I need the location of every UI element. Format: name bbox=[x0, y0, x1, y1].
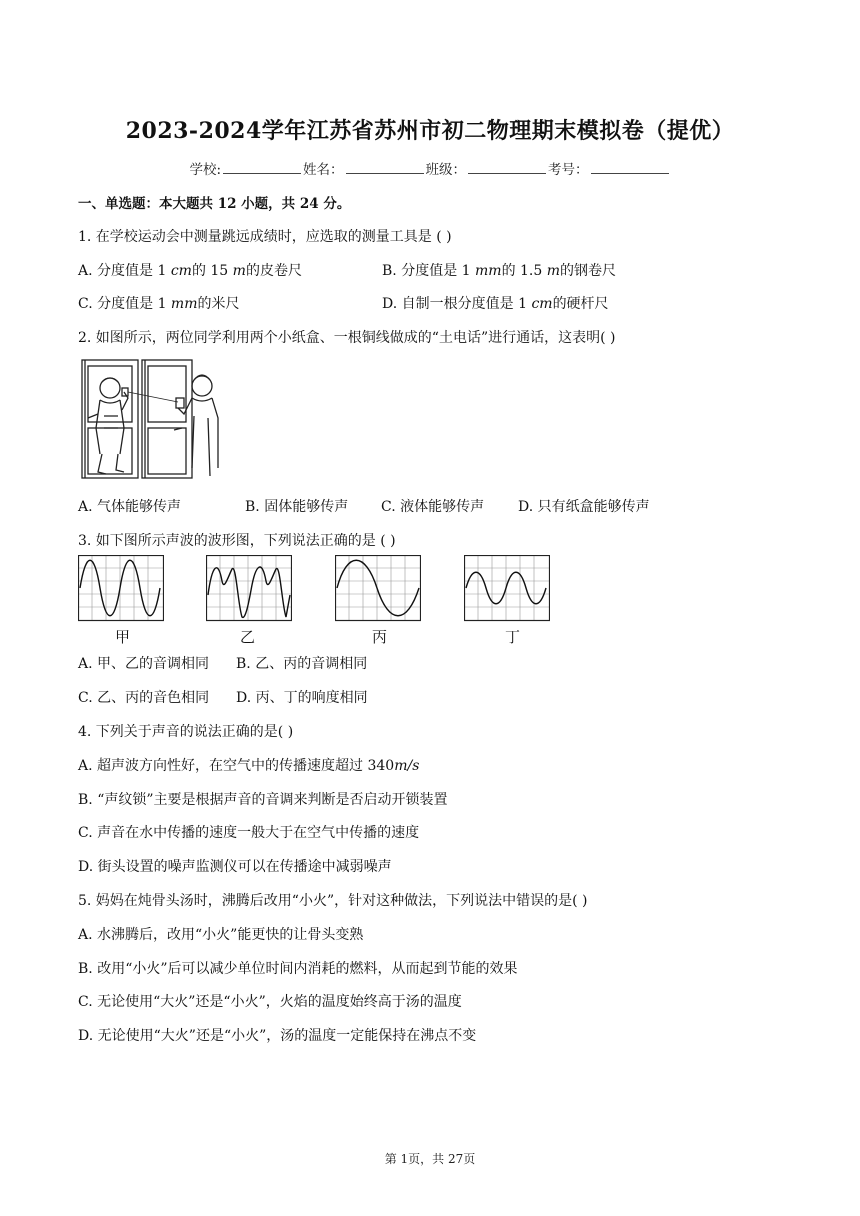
q1-option-b: B. 分度值是 1 mm的 1.5 m的钢卷尺 bbox=[382, 263, 617, 279]
name-blank[interactable] bbox=[346, 161, 424, 174]
waveform-label-yi: 乙 bbox=[240, 628, 256, 646]
q3-stem: 3. 如下图所示声波的波形图，下列说法正确的是 ( ) bbox=[78, 533, 396, 549]
q2-option-d: D. 只有纸盒能够传声 bbox=[518, 499, 650, 515]
q5-option-a: A. 水沸腾后，改用“小火”能更快的让骨头变熟 bbox=[78, 927, 364, 943]
section-heading: 一、单选题：本大题共 12 小题，共 24 分。 bbox=[78, 196, 351, 212]
string-telephone-figure bbox=[78, 358, 220, 482]
waveform-yi bbox=[206, 555, 292, 623]
page-footer: 第 1页，共 27页 bbox=[384, 1152, 476, 1166]
waveform-bing bbox=[335, 555, 421, 623]
q1-option-c: C. 分度值是 1 mm的米尺 bbox=[78, 296, 240, 312]
waveform-ding bbox=[464, 555, 550, 623]
q4-option-d: D. 街头设置的噪声监测仪可以在传播途中减弱噪声 bbox=[78, 859, 392, 875]
q4-option-b: B. “声纹锁”主要是根据声音的音调来判断是否启动开锁装置 bbox=[78, 792, 448, 808]
school-blank[interactable] bbox=[223, 161, 301, 174]
q3-option-b: B. 乙、丙的音调相同 bbox=[236, 656, 368, 672]
q2-option-c: C. 液体能够传声 bbox=[381, 499, 485, 515]
q1-option-a: A. 分度值是 1 cm的 15 m的皮卷尺 bbox=[78, 263, 302, 279]
q5-option-b: B. 改用“小火”后可以减少单位时间内消耗的燃料，从而起到节能的效果 bbox=[78, 961, 518, 977]
student-info-row bbox=[0, 158, 860, 178]
school-label: 学校: bbox=[189, 162, 222, 178]
q2-stem: 2. 如图所示，两位同学利用两个小纸盒、一根铜线做成的“土电话”进行通话，这表明( ) bbox=[78, 330, 616, 346]
class-label: 班级： bbox=[425, 162, 467, 178]
page-title: 2023-2024学年江苏省苏州市初二物理期末模拟卷（提优） bbox=[125, 118, 735, 144]
class-blank[interactable] bbox=[468, 161, 546, 174]
waveform-label-ding: 丁 bbox=[505, 628, 521, 646]
waveform-jia bbox=[78, 555, 164, 623]
number-blank[interactable] bbox=[591, 161, 669, 174]
name-label: 姓名： bbox=[303, 162, 344, 178]
q1-option-d: D. 自制一根分度值是 1 cm的硬杆尺 bbox=[382, 296, 609, 312]
q2-option-b: B. 固体能够传声 bbox=[245, 499, 349, 515]
q3-option-c: C. 乙、丙的音色相同 bbox=[78, 690, 210, 706]
q3-option-a: A. 甲、乙的音调相同 bbox=[78, 656, 210, 672]
q4-stem: 4. 下列关于声音的说法正确的是( ) bbox=[78, 724, 294, 740]
q5-option-c: C. 无论使用“大火”还是“小火”，火焰的温度始终高于汤的温度 bbox=[78, 994, 462, 1010]
q2-option-a: A. 气体能够传声 bbox=[78, 499, 182, 515]
waveform-label-jia: 甲 bbox=[115, 628, 131, 646]
q5-stem: 5. 妈妈在炖骨头汤时，沸腾后改用“小火”，针对这种做法，下列说法中错误的是( ) bbox=[78, 893, 588, 909]
q4-option-c: C. 声音在水中传播的速度一般大于在空气中传播的速度 bbox=[78, 825, 420, 841]
q1-stem: 1. 在学校运动会中测量跳远成绩时，应选取的测量工具是 ( ) bbox=[78, 229, 452, 245]
waveform-label-bing: 丙 bbox=[372, 628, 388, 646]
number-label: 考号： bbox=[548, 162, 589, 178]
q4-option-a: A. 超声波方向性好，在空气中的传播速度超过 340m/s bbox=[78, 758, 420, 774]
q3-option-d: D. 丙、丁的响度相同 bbox=[236, 690, 368, 706]
q5-option-d: D. 无论使用“大火”还是“小火”，汤的温度一定能保持在沸点不变 bbox=[78, 1028, 477, 1044]
